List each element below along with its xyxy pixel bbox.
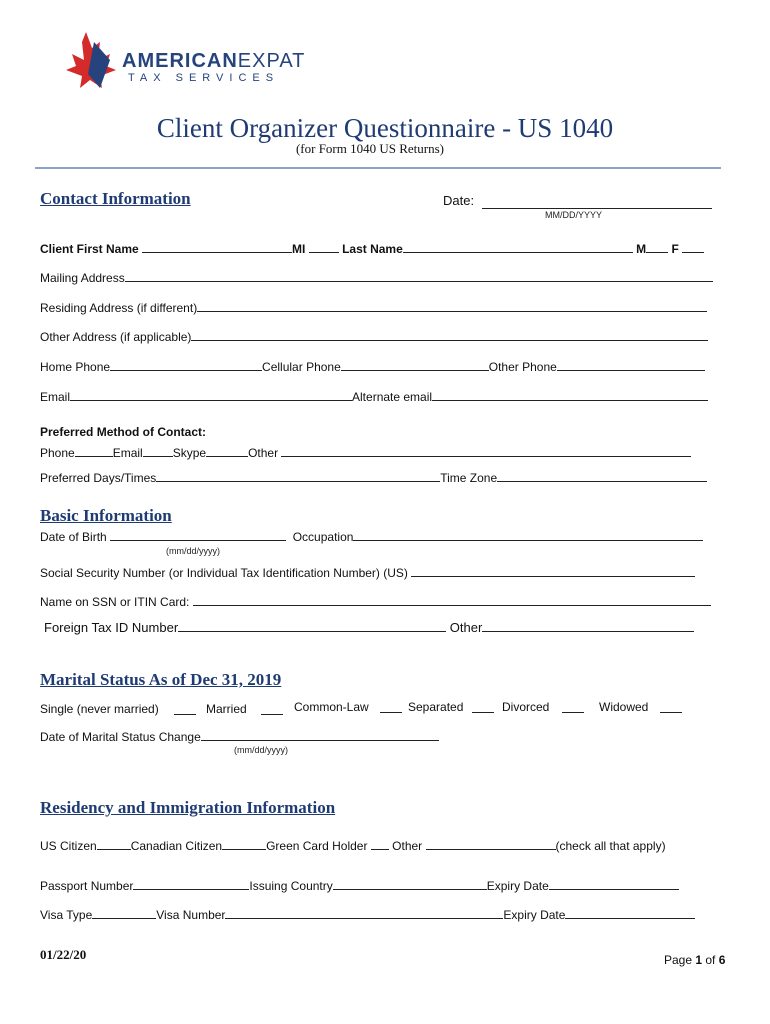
logo-expat: EXPAT [237,50,306,72]
name-on-ssn-field[interactable] [193,593,711,606]
preferred-days-row [40,469,707,485]
ssn-row [40,564,695,580]
alt-email-label: Alternate email [352,390,433,404]
common-law-field[interactable] [380,700,402,713]
home-phone-field[interactable] [110,358,262,371]
other-phone-label: Other Phone [488,360,557,374]
expiry2-label: Expiry Date [503,908,566,922]
email-label: Email [40,390,71,404]
issuing-field[interactable] [333,877,487,890]
mailing-field[interactable] [125,269,713,282]
cell-phone-field[interactable] [341,358,489,371]
page-current: 1 [695,953,703,967]
us-citizen-label: US Citizen [40,839,97,853]
contact-heading: Contact Information [40,189,191,208]
page-of: of [702,953,719,967]
foreign-other-label: Other [449,620,483,635]
passport-label: Passport Number [40,879,134,893]
dob-row [40,528,703,544]
foreign-tax-field[interactable] [178,619,446,632]
page-title: Client Organizer Questionnaire - US 1040 [156,113,614,143]
green-card-field[interactable] [371,837,389,850]
visa-type-field[interactable] [92,906,156,919]
other-address-field[interactable] [191,328,708,341]
logo [60,30,306,90]
page-subtitle: (for Form 1040 US Returns) [295,141,445,156]
widowed-field[interactable] [660,700,682,713]
dob-field[interactable] [110,528,286,541]
visa-number-field[interactable] [225,906,503,919]
other-address-label: Other Address (if applicable) [40,330,192,344]
pm-other-label: Other [248,446,279,460]
us-citizen-field[interactable] [97,837,131,850]
expiry-label: Expiry Date [486,879,549,893]
ssn-field[interactable] [411,564,695,577]
canadian-citizen-label: Canadian Citizen [130,839,223,853]
foreign-tax-label: Foreign Tax ID Number [44,620,179,635]
f-field[interactable] [682,240,704,253]
first-name-label: Client First Name [40,242,139,256]
preferred-days-field[interactable] [156,469,440,482]
name-on-ssn-label: Name on SSN or ITIN Card: [40,595,190,609]
citizenship-row [40,837,666,853]
alt-email-field[interactable] [432,388,708,401]
date-label: Date: [443,193,475,208]
maple-leaf-logo-icon [60,30,130,92]
last-name-label: Last Name [342,242,403,256]
pm-phone-field[interactable] [75,444,113,457]
widowed-label: Widowed [599,700,649,714]
page-prefix: Page [664,953,696,967]
mi-label: MI [292,242,306,256]
marital-date-row [40,728,439,744]
m-label: M [636,242,647,256]
single-label: Single (never married) [40,702,159,716]
residing-label: Residing Address (if different) [40,301,198,315]
footer-date: 01/22/20 [40,947,87,962]
logo-tagline: TAX SERVICES [128,72,280,84]
single-field[interactable] [174,702,196,715]
first-name-field[interactable] [142,240,292,253]
expiry2-field[interactable] [565,906,695,919]
logo-american: AMERICAN [122,50,238,72]
expiry-field[interactable] [549,877,679,890]
issuing-label: Issuing Country [249,879,333,893]
page-total: 6 [718,953,726,967]
email-field[interactable] [70,388,352,401]
phone-row [40,358,705,374]
pm-email-field[interactable] [143,444,173,457]
pm-skype-field[interactable] [206,444,248,457]
residency-other-field[interactable] [426,837,556,850]
marital-heading: Marital Status As of Dec 31, 2019 [40,670,282,689]
date-hint: MM/DD/YYYY [545,210,603,220]
home-phone-label: Home Phone [40,360,111,374]
occupation-field[interactable] [353,528,703,541]
preferred-method-label: Preferred Method of Contact: [40,425,207,439]
basic-heading: Basic Information [40,506,172,525]
name-on-ssn-row [40,593,711,609]
divorced-field[interactable] [562,700,584,713]
mailing-label: Mailing Address [40,271,125,285]
separated-field[interactable] [472,700,494,713]
common-law-label: Common-Law [294,700,369,714]
f-label: F [671,242,679,256]
residency-other-label: Other [392,839,423,853]
pm-skype-label: Skype [172,446,207,460]
other-address-row [40,328,708,344]
mailing-row [40,269,713,285]
occupation-label: Occupation [292,530,354,544]
page-number [664,953,725,967]
divorced-label: Divorced [502,700,550,714]
pm-email-label: Email [112,446,143,460]
canadian-citizen-field[interactable] [222,837,266,850]
preferred-method-row [40,444,691,460]
check-all-label: (check all that apply) [555,839,666,853]
pm-phone-label: Phone [40,446,75,460]
pm-other-field[interactable] [281,444,691,457]
married-label: Married [206,702,247,716]
date-field[interactable] [482,207,712,209]
foreign-tax-row [44,619,694,635]
visa-type-label: Visa Type [40,908,93,922]
m-field[interactable] [646,240,668,253]
passport-row [40,877,679,893]
marital-date-hint: (mm/dd/yyyy) [234,745,288,755]
time-zone-field[interactable] [497,469,707,482]
residing-row [40,299,707,315]
time-zone-label: Time Zone [440,471,498,485]
title-divider [35,167,721,169]
dob-hint: (mm/dd/yyyy) [166,546,220,556]
other-phone-field[interactable] [557,358,705,371]
residing-field[interactable] [197,299,707,312]
green-card-label: Green Card Holder [266,839,368,853]
preferred-days-label: Preferred Days/Times [40,471,157,485]
cell-phone-label: Cellular Phone [262,360,341,374]
foreign-other-field[interactable] [482,619,694,632]
last-name-field[interactable] [403,240,633,253]
email-row [40,388,708,404]
visa-row [40,906,695,922]
marital-date-label: Date of Marital Status Change [40,730,201,744]
ssn-label: Social Security Number (or Individual Tax Identification Number) (US) [40,566,408,580]
married-field[interactable] [261,702,283,715]
mi-field[interactable] [309,240,339,253]
marital-date-field[interactable] [201,728,439,741]
dob-label: Date of Birth [40,530,107,544]
visa-number-label: Visa Number [156,908,226,922]
name-row [40,240,704,256]
separated-label: Separated [408,700,464,714]
residency-heading: Residency and Immigration Information [40,798,336,817]
passport-field[interactable] [133,877,249,890]
